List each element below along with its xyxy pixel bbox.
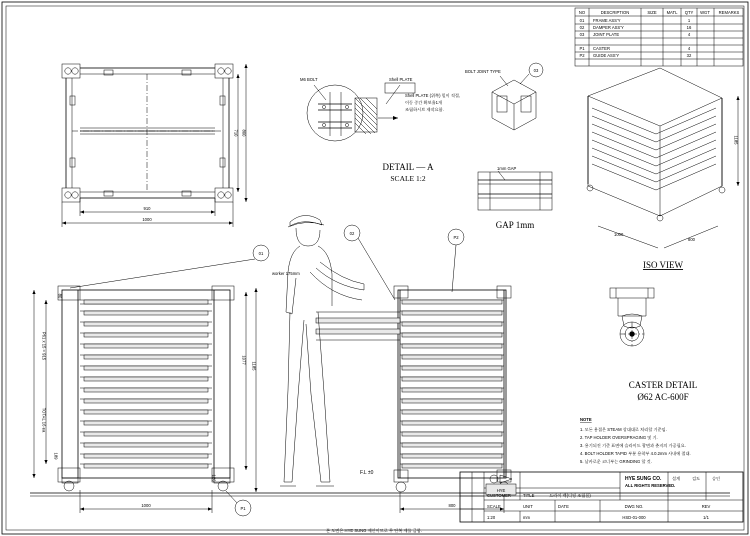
- balloon-p1: P1: [240, 506, 246, 511]
- bom-header-desc: DESCRIPTION: [600, 10, 630, 15]
- scale-value: 1:20: [487, 515, 496, 520]
- bom-row-desc: DAMPER ASS'Y: [593, 25, 624, 30]
- iso-view-title: ISO VIEW: [642, 260, 684, 270]
- worker-height-note: worker 175mm: [272, 271, 300, 276]
- balloon-03: 03: [533, 68, 539, 73]
- title-value: 드라이 랙(디핑 조립품): [549, 493, 591, 498]
- bom-row-qty: 4: [687, 46, 691, 51]
- bom-row-desc: CASTER: [593, 46, 610, 51]
- callout-bolt-joint-type: BOLT JOINT TYPE: [465, 69, 501, 74]
- dim-front-width: 1000: [141, 503, 151, 508]
- scale-label: SCALE: [487, 504, 501, 509]
- unit-label: UNIT: [523, 504, 533, 509]
- dim-80: 80: [57, 293, 63, 299]
- dim-depth-outer: 800: [241, 129, 247, 137]
- dim-189: 189: [53, 452, 59, 460]
- dim-h-1185: 1185: [251, 361, 257, 371]
- bom-header-no: NO: [578, 10, 586, 15]
- iso-dim-depth: 800: [688, 237, 695, 242]
- bom-row-qty: 16: [686, 25, 692, 30]
- bom-row-qty: 32: [686, 53, 692, 58]
- footer-note: 본 도면은 HYE SUNG 제산이므로 무 단복 제를 금함.: [326, 528, 422, 533]
- detail-a-note-line2: 이동 중간 확보율1개: [405, 100, 443, 105]
- bom-row-no: 01: [579, 18, 585, 23]
- balloon-02: 02: [349, 231, 355, 236]
- detail-a-note-line3: 조립하시브 제작요함.: [405, 107, 444, 112]
- dim-width-outer: 1000: [142, 217, 152, 222]
- bom-header-size: SIZE: [647, 10, 657, 15]
- approval-col-3: 승인: [712, 476, 721, 481]
- dwg-no-label: DWG NO.: [624, 504, 644, 509]
- dim-width-inner: 910: [143, 206, 151, 211]
- customer-label: CUSTOMER: [487, 493, 511, 498]
- callout-gap: 1mm GAP: [497, 166, 517, 171]
- unit-value: mm: [523, 515, 530, 520]
- company-rights: ALL RIGHTS RESERVED.: [625, 483, 676, 488]
- bom-header-qty: QTY: [684, 10, 694, 15]
- bom-row-no: P2: [579, 53, 585, 58]
- detail-a-scale: SCALE 1:2: [390, 174, 426, 183]
- bom-row-no: 02: [579, 25, 585, 30]
- bom-row-no: 03: [579, 32, 585, 37]
- dwg-no-value: HSD-01-000: [622, 515, 646, 520]
- bom-row-desc: GUIDE ASS'Y: [593, 53, 620, 58]
- floor-level-label: F.L ±0: [360, 470, 374, 476]
- detail-a-note-line1: Shell PLATE (위쪽) 밀이 적절,: [405, 93, 461, 98]
- rev-label: REV: [701, 504, 711, 509]
- bom-header-wgt: WGT: [700, 10, 710, 15]
- bom-row-qty: 1: [687, 18, 691, 23]
- detail-a-title: DETAIL — A: [382, 162, 434, 172]
- dim-side-width: 800: [448, 503, 456, 508]
- bom-header-matl: MATL: [666, 10, 678, 15]
- balloon-p2: P2: [453, 235, 459, 240]
- company-name: HYE SUNG CO.: [625, 476, 662, 482]
- bom-row-no: P1: [579, 46, 585, 51]
- note-line: 3. 용기되진 기준 표면에 슬라이드 광면과 춘지의 가공필요.: [580, 443, 686, 448]
- dim-total: TOTAL 16 ea: [41, 407, 47, 433]
- approval-col-1: 설계: [672, 476, 681, 481]
- logo-text: HYE: [496, 488, 506, 493]
- notes-title: NOTE: [580, 417, 592, 422]
- callout-shell-plate: Shell PLATE: [389, 77, 413, 82]
- caster-detail-subtitle: Ø62 AC-600F: [637, 392, 689, 402]
- bom-header-remarks: REMARKS: [718, 10, 740, 15]
- callout-m6-bolt: M6 BOLT: [300, 77, 318, 82]
- bom-row-desc: JOINT PLATE: [593, 32, 620, 37]
- title-label: TITLE: [523, 493, 535, 498]
- note-line: 2. TAP HOLDER OVERSPRAGING 및 기.: [580, 435, 658, 440]
- sheet-value: 1/1: [703, 515, 709, 520]
- caster-detail-title: CASTER DETAIL: [628, 380, 698, 390]
- bom-row-qty: 4: [687, 32, 691, 37]
- iso-dim-width: 1000: [614, 232, 624, 237]
- note-line: 4. BOLT HOLDER TAPID 부분 용착부 4.0.2mm 사내에 절대.: [580, 451, 691, 456]
- dim-126: 126: [211, 474, 217, 482]
- note-line: 1. 모든 용접은 STEAM 상대대로 처리할 기준임.: [580, 427, 667, 432]
- bom-row-desc: FRAME ASS'Y: [593, 18, 621, 23]
- balloon-01: 01: [258, 251, 264, 256]
- date-label: DATE: [558, 504, 569, 509]
- note-line: 5. 날카로운 코너부는 GRINDING 할 것.: [580, 459, 652, 464]
- gap-detail-title: GAP 1mm: [495, 220, 535, 230]
- dim-h-1077: 1077: [241, 355, 247, 365]
- iso-dim-height: 1185: [733, 135, 739, 145]
- dim-pitch: P61 x 15 = 915: [41, 331, 47, 361]
- approval-col-2: 검도: [692, 476, 701, 481]
- dim-depth-inner: 710: [233, 129, 239, 137]
